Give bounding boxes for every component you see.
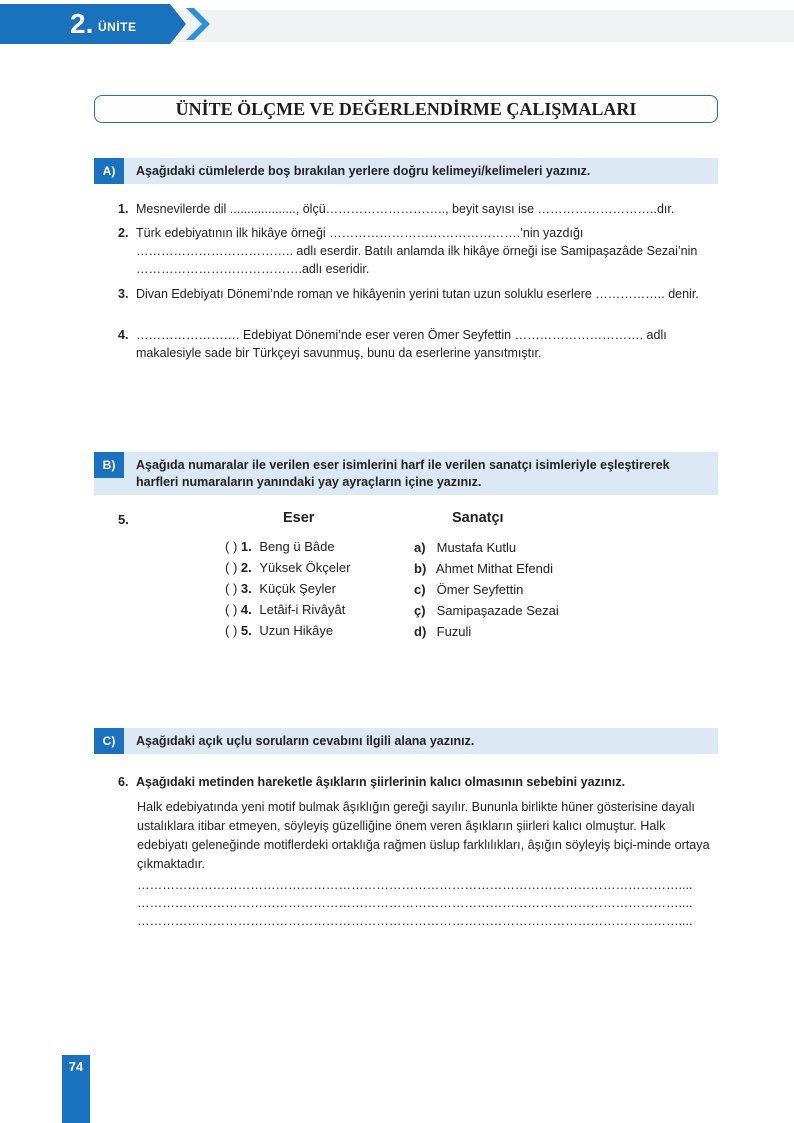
work-item: [225, 560, 350, 576]
work-name: Yüksek Ökçeler: [259, 560, 351, 575]
work-item: [225, 539, 335, 555]
section-b-bar: [94, 452, 718, 495]
work-number: 1.: [240, 539, 252, 554]
question-4: [118, 326, 708, 362]
answer-parens[interactable]: ( ): [225, 560, 238, 575]
section-b-letter: B): [94, 452, 124, 478]
artist-item: [414, 561, 553, 577]
artist-item: [414, 540, 516, 556]
question-text: Divan Edebiyatı Dönemi’nde roman ve hikâyenin yerini tutan uzun soluklu eserlere …………….. denir.: [136, 287, 699, 301]
page-title: ÜNİTE ÖLÇME VE DEĞERLENDİRME ÇALIŞMALARI: [94, 95, 718, 123]
question-number: 4.: [118, 328, 129, 342]
work-name: Uzun Hikâye: [259, 623, 334, 638]
work-number: 4.: [240, 602, 252, 617]
artist-name: Ömer Seyfettin: [436, 582, 524, 597]
question-1: [118, 200, 708, 218]
question-3: [118, 285, 708, 303]
section-a-bar: [94, 158, 718, 184]
answer-parens[interactable]: ( ): [225, 623, 238, 638]
section-a-instruction: Aşağıdaki cümlelerde boş bırakılan yerlere doğru kelimeyi/kelimeleri yazınız.: [136, 163, 591, 178]
artist-letter: d): [414, 624, 427, 639]
work-number: 5.: [240, 623, 252, 638]
reading-paragraph: Halk edebiyatında yeni motif bulmak âşıklığın gereği sayılır. Bununla birlikte hüner gösterisine dayalı ustalıklara itibar etmeyen, söyleyiş güzelliğine önem veren âşıkların şiirleri kalıcı olmuştur. Halk edebiyatı geleneğinde motiflerdeki ortaklığa rağmen üslup farklılıkları, âşığın söyleyiş biçi-minde ortaya çıkmaktadır.: [137, 800, 710, 871]
question-6: [118, 773, 708, 791]
work-name: Letâif-i Rivâyât: [259, 602, 346, 617]
answer-parens[interactable]: ( ): [225, 581, 238, 596]
artist-item: [414, 582, 523, 598]
artist-name: Fuzuli: [436, 624, 472, 639]
question-5-number: 5.: [118, 512, 129, 527]
work-number: 3.: [240, 581, 252, 596]
work-item: [225, 581, 336, 597]
question-number: 2.: [118, 226, 129, 240]
section-c-instruction: Aşağıdaki açık uçlu soruların cevabını ilgili alana yazınız.: [136, 733, 475, 748]
work-name: Küçük Şeyler: [259, 581, 336, 596]
question-text: Aşağıdaki metinden hareketle âşıkların şiirlerinin kalıcı olmasının sebebini yazınız.: [136, 775, 626, 789]
artist-item: [414, 603, 559, 619]
section-b-instruction: Aşağıda numaralar ile verilen eser isimlerini harf ile verilen sanatçı isimleriyle eşleştirerek harfleri numaraların yanındaki yay ayraçların içine yazınız.: [136, 457, 670, 489]
work-item: [225, 623, 333, 639]
question-text: Mesnevilerde dil ..................., ölçü……………………….., beyit sayısı ise ………………………..dır.: [136, 202, 675, 216]
section-a-letter: A): [94, 158, 124, 184]
question-text: Türk edebiyatının ilk hikâye örneği ……………………………………….’nin yazdığı ……………………………….. adlı eserdir. Batılı anlamda ilk hikâye örneği ise Samipaşazâde Sezai’nin ………………………………….adlı eseridir.: [136, 226, 698, 276]
unit-label: ÜNİTE: [98, 20, 137, 34]
answer-parens[interactable]: ( ): [225, 539, 238, 554]
answer-line[interactable]: …………………………………………………………………………………………………………………....: [137, 878, 693, 892]
work-number: 2.: [240, 560, 252, 575]
column-header-sanatci: Sanatçı: [452, 510, 504, 526]
work-name: Beng ü Bâde: [259, 539, 335, 554]
question-2: [118, 224, 708, 278]
question-text: ……………………. Edebiyat Dönemi’nde eser veren Ömer Seyfettin …………………………. adlı makalesiyle sade bir Türkçeyi savunmuş, bunu da eserlerine yansıtmıştır.: [136, 328, 667, 360]
artist-item: [414, 624, 471, 640]
unit-number: 2.: [70, 8, 94, 39]
answer-parens[interactable]: ( ): [225, 602, 238, 617]
section-c-letter: C): [94, 728, 124, 754]
artist-letter: b): [414, 561, 427, 576]
artist-letter: c): [414, 582, 426, 597]
artist-letter: a): [414, 540, 426, 555]
artist-name: Ahmet Mithat Efendi: [435, 561, 553, 576]
section-c-bar: [94, 728, 718, 754]
question-number: 6.: [118, 775, 129, 789]
work-item: [225, 602, 345, 618]
page-number-tab: [62, 1055, 90, 1123]
question-number: 1.: [118, 202, 129, 216]
artist-name: Mustafa Kutlu: [436, 540, 517, 555]
answer-line[interactable]: …………………………………………………………………………………………………………………....: [137, 896, 693, 910]
answer-line[interactable]: …………………………………………………………………………………………………………………....: [137, 914, 693, 928]
question-number: 3.: [118, 287, 129, 301]
artist-name: Samipaşazade Sezai: [436, 603, 559, 618]
column-header-eser: Eser: [283, 510, 315, 526]
artist-letter: ç): [414, 603, 426, 618]
page-number: 74: [68, 1059, 84, 1074]
